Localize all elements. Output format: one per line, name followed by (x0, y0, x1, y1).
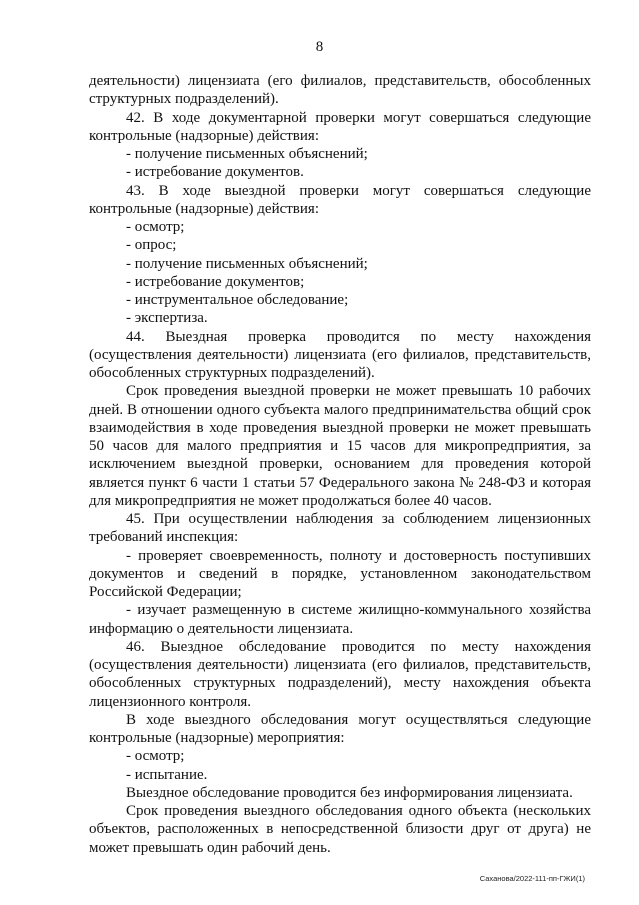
paragraph-item-45: 45. При осуществлении наблюдения за соблюдением лицензионных требований инспекция: (89, 511, 591, 546)
list-item: - опрос; (126, 237, 177, 254)
paragraph-item-43: 43. В ходе выездной проверки могут совершаться следующие контрольные (надзорные) действия: (89, 182, 591, 217)
paragraph-inspection-duration: Срок проведения выездной проверки не может превышать 10 рабочих дней. В отношении одного субъекта малого предпринимательства общий срок взаимодействия в ходе проведения выездной проверки не может превышать 50 часов для малого предприятия и 15 часов для микропредприятия, за исключением выездной проверки, основанием для проведения которой является пункт 6 части 1 статьи 57 Федерального закона № 248-ФЗ и которая для микропредприятия не может продолжаться более 40 часов. (89, 383, 591, 509)
list-item: - осмотр; (126, 219, 185, 235)
paragraph-survey-measures: В ходе выездного обследования могут осуществляться следующие контрольные (надзорные) мероприятия: (89, 711, 591, 746)
paragraph-no-notification: Выездное обследование проводится без информирования лицензиата. (126, 784, 573, 801)
list-item: - инструментальное обследование; (126, 292, 349, 308)
list-item: - экспертиза. (126, 310, 208, 327)
paragraph-survey-duration: Срок проведения выездного обследования одного объекта (нескольких объектов, расположенных в непосредственной близости друг от друга) не может превышать один рабочий день. (89, 803, 591, 856)
paragraph-item-42: 42. В ходе документарной проверки могут совершаться следующие контрольные (надзорные) действия: (89, 109, 591, 144)
paragraph-dash-item: - изучает размещенную в системе жилищно-коммунального хозяйства информацию о деятельности лицензиата. (89, 602, 591, 637)
paragraph-continuation: деятельности) лицензиата (его филиалов, представительств, обособленных структурных подразделений). (89, 73, 591, 108)
paragraph-dash-item: - проверяет своевременность, полноту и достоверность поступивших документов и сведений в порядке, установленном законодательством Российской Федерации; (89, 547, 591, 600)
list-item: - истребование документов. (126, 164, 304, 181)
footer-document-id: Саханова/2022-111-пп-ГЖИ(1) (479, 874, 585, 883)
list-item: - получение письменных объяснений; (126, 255, 368, 272)
list-item: - истребование документов; (126, 273, 305, 290)
document-body (89, 72, 591, 857)
paragraph-item-44: 44. Выездная проверка проводится по месту нахождения (осуществления деятельности) лицензиата (его филиалов, представительств, обособленных структурных подразделений). (89, 328, 591, 381)
list-item: - испытание. (126, 766, 208, 783)
list-item: - осмотр; (126, 748, 185, 765)
list-item: - получение письменных объяснений; (126, 146, 368, 162)
paragraph-item-46: 46. Выездное обследование проводится по месту нахождения (осуществления деятельности) лицензиата (его филиалов, представительств, обособленных структурных подразделений), месту нахождения объекта лицензионного контроля. (89, 638, 591, 710)
page-number: 8 (315, 39, 324, 55)
